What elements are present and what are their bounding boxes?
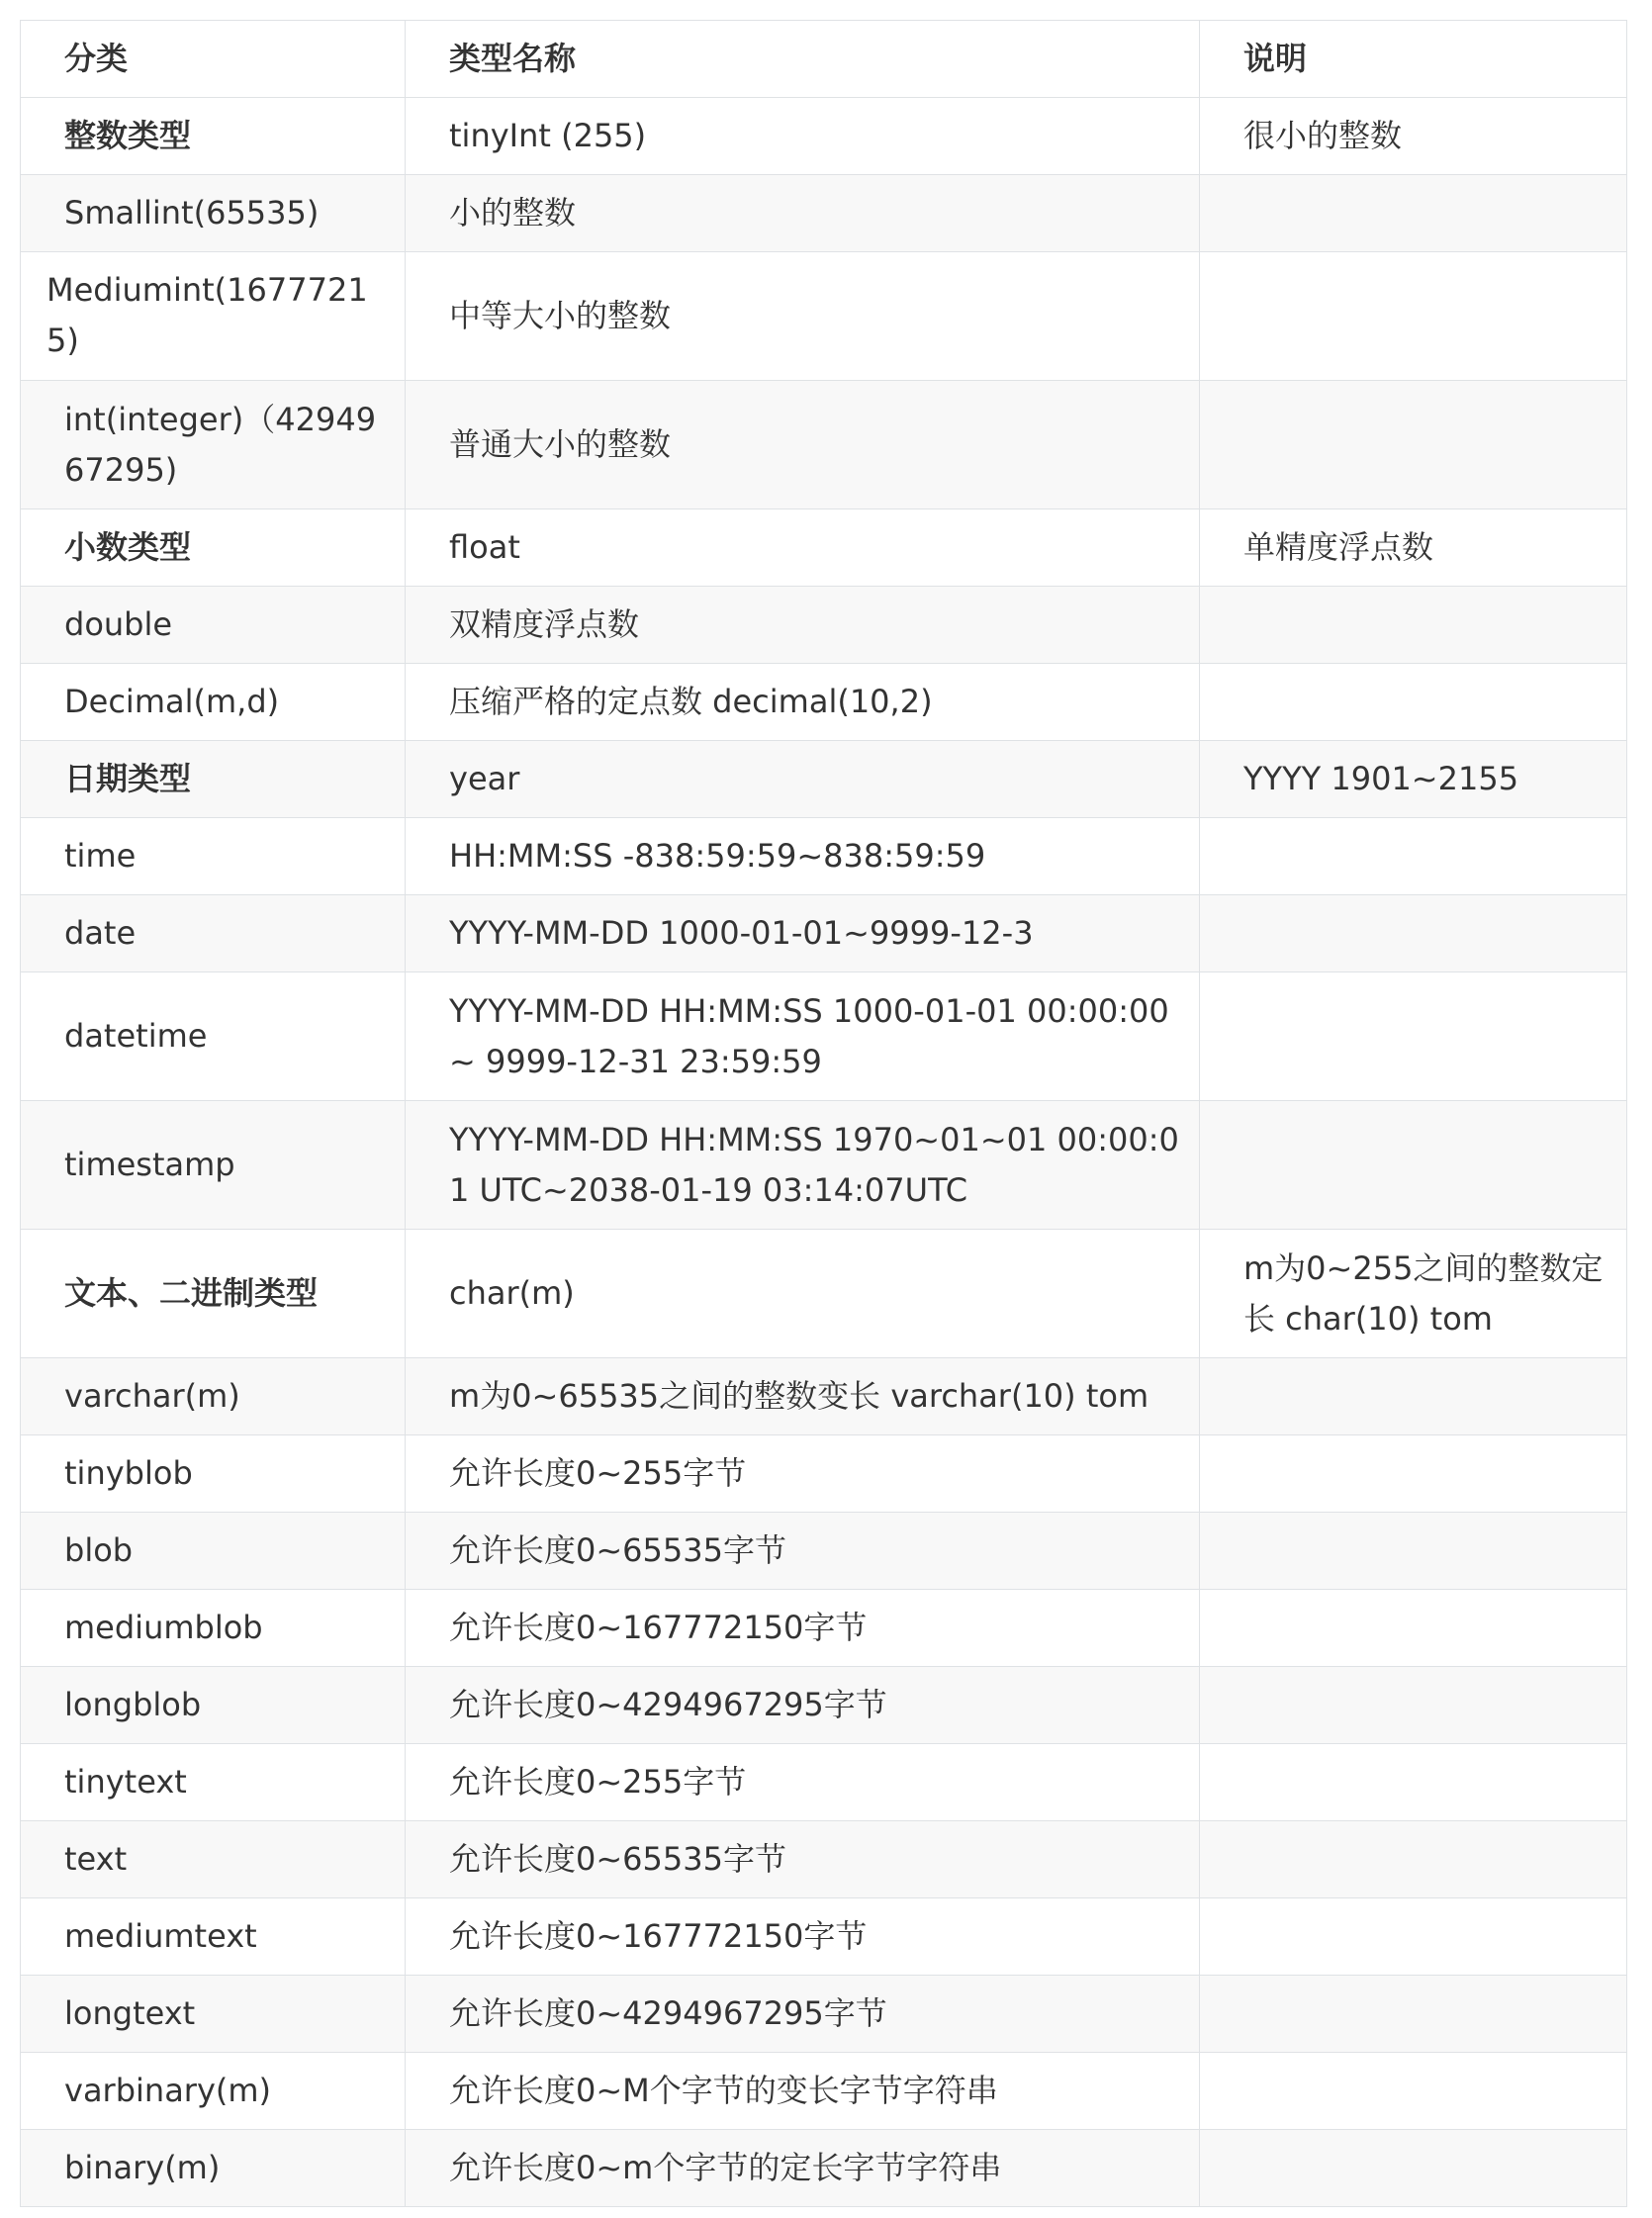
- table-header-row: [21, 21, 1627, 98]
- category-cell: mediumblob: [21, 1590, 406, 1667]
- description-cell: [1200, 2130, 1627, 2207]
- type-cell: 允许长度0~255字节: [406, 1435, 1200, 1513]
- type-cell: tinyInt (255): [406, 98, 1200, 175]
- category-cell: Smallint(65535): [21, 175, 406, 252]
- table-row: [21, 1101, 1627, 1230]
- category-cell: timestamp: [21, 1101, 406, 1230]
- table-row: [21, 98, 1627, 175]
- description-cell: [1200, 381, 1627, 509]
- type-cell: 允许长度0~4294967295字节: [406, 1976, 1200, 2053]
- category-cell: tinytext: [21, 1744, 406, 1821]
- description-cell: [1200, 1667, 1627, 1744]
- table-row: [21, 1230, 1627, 1358]
- table-row: [21, 1435, 1627, 1513]
- type-cell: 允许长度0~255字节: [406, 1744, 1200, 1821]
- category-cell: date: [21, 895, 406, 972]
- description-cell: [1200, 664, 1627, 741]
- type-cell: YYYY-MM-DD HH:MM:SS 1970~01~01 00:00:01 UTC~2038-01-19 03:14:07UTC: [406, 1101, 1200, 1230]
- table-row: [21, 1667, 1627, 1744]
- table-row: [21, 1590, 1627, 1667]
- description-cell: YYYY 1901~2155: [1200, 741, 1627, 818]
- category-cell: double: [21, 587, 406, 664]
- table-row: [21, 2130, 1627, 2207]
- description-cell: [1200, 895, 1627, 972]
- type-cell: char(m): [406, 1230, 1200, 1358]
- description-cell: [1200, 1744, 1627, 1821]
- type-cell: YYYY-MM-DD 1000-01-01~9999-12-3: [406, 895, 1200, 972]
- category-cell: varbinary(m): [21, 2053, 406, 2130]
- type-cell: 允许长度0~4294967295字节: [406, 1667, 1200, 1744]
- table-row: [21, 509, 1627, 587]
- type-cell: 双精度浮点数: [406, 587, 1200, 664]
- description-cell: [1200, 818, 1627, 895]
- category-cell: longblob: [21, 1667, 406, 1744]
- category-cell: 整数类型: [21, 98, 406, 175]
- table-row: [21, 381, 1627, 509]
- type-cell: year: [406, 741, 1200, 818]
- category-cell: text: [21, 1821, 406, 1898]
- type-cell: 允许长度0~65535字节: [406, 1821, 1200, 1898]
- description-cell: m为0~255之间的整数定长 char(10) tom: [1200, 1230, 1627, 1358]
- description-cell: 单精度浮点数: [1200, 509, 1627, 587]
- type-cell: float: [406, 509, 1200, 587]
- category-cell: 文本、二进制类型: [21, 1230, 406, 1358]
- data-types-table-container: [20, 20, 1626, 2207]
- category-cell: Mediumint(16777215): [21, 252, 406, 381]
- table-row: [21, 1821, 1627, 1898]
- category-cell: datetime: [21, 972, 406, 1101]
- description-cell: 很小的整数: [1200, 98, 1627, 175]
- type-cell: 普通大小的整数: [406, 381, 1200, 509]
- type-cell: HH:MM:SS -838:59:59~838:59:59: [406, 818, 1200, 895]
- description-cell: [1200, 2053, 1627, 2130]
- type-cell: 小的整数: [406, 175, 1200, 252]
- table-row: [21, 664, 1627, 741]
- category-cell: 日期类型: [21, 741, 406, 818]
- description-cell: [1200, 972, 1627, 1101]
- header-type-name: 类型名称: [406, 21, 1200, 98]
- table-row: [21, 1744, 1627, 1821]
- type-cell: 压缩严格的定点数 decimal(10,2): [406, 664, 1200, 741]
- description-cell: [1200, 1821, 1627, 1898]
- table-row: [21, 175, 1627, 252]
- category-cell: varchar(m): [21, 1358, 406, 1435]
- description-cell: [1200, 1101, 1627, 1230]
- category-cell: 小数类型: [21, 509, 406, 587]
- table-row: [21, 741, 1627, 818]
- description-cell: [1200, 1435, 1627, 1513]
- header-category: 分类: [21, 21, 406, 98]
- type-cell: 中等大小的整数: [406, 252, 1200, 381]
- description-cell: [1200, 1898, 1627, 1976]
- category-cell: time: [21, 818, 406, 895]
- type-cell: YYYY-MM-DD HH:MM:SS 1000-01-01 00:00:00~ 9999-12-31 23:59:59: [406, 972, 1200, 1101]
- table-row: [21, 1513, 1627, 1590]
- category-cell: mediumtext: [21, 1898, 406, 1976]
- description-cell: [1200, 1358, 1627, 1435]
- category-cell: binary(m): [21, 2130, 406, 2207]
- description-cell: [1200, 252, 1627, 381]
- mysql-data-types-table: [20, 20, 1627, 2207]
- table-row: [21, 1976, 1627, 2053]
- table-row: [21, 2053, 1627, 2130]
- type-cell: 允许长度0~65535字节: [406, 1513, 1200, 1590]
- table-row: [21, 895, 1627, 972]
- category-cell: blob: [21, 1513, 406, 1590]
- table-row: [21, 587, 1627, 664]
- category-cell: tinyblob: [21, 1435, 406, 1513]
- table-row: [21, 1898, 1627, 1976]
- type-cell: 允许长度0~M个字节的变长字节字符串: [406, 2053, 1200, 2130]
- description-cell: [1200, 1976, 1627, 2053]
- category-cell: Decimal(m,d): [21, 664, 406, 741]
- table-row: [21, 252, 1627, 381]
- description-cell: [1200, 175, 1627, 252]
- description-cell: [1200, 1513, 1627, 1590]
- type-cell: 允许长度0~167772150字节: [406, 1898, 1200, 1976]
- description-cell: [1200, 587, 1627, 664]
- category-cell: longtext: [21, 1976, 406, 2053]
- type-cell: 允许长度0~m个字节的定长字节字符串: [406, 2130, 1200, 2207]
- header-description: 说明: [1200, 21, 1627, 98]
- description-cell: [1200, 1590, 1627, 1667]
- type-cell: m为0~65535之间的整数变长 varchar(10) tom: [406, 1358, 1200, 1435]
- category-cell: int(integer)（4294967295): [21, 381, 406, 509]
- table-row: [21, 972, 1627, 1101]
- table-row: [21, 1358, 1627, 1435]
- table-row: [21, 818, 1627, 895]
- type-cell: 允许长度0~167772150字节: [406, 1590, 1200, 1667]
